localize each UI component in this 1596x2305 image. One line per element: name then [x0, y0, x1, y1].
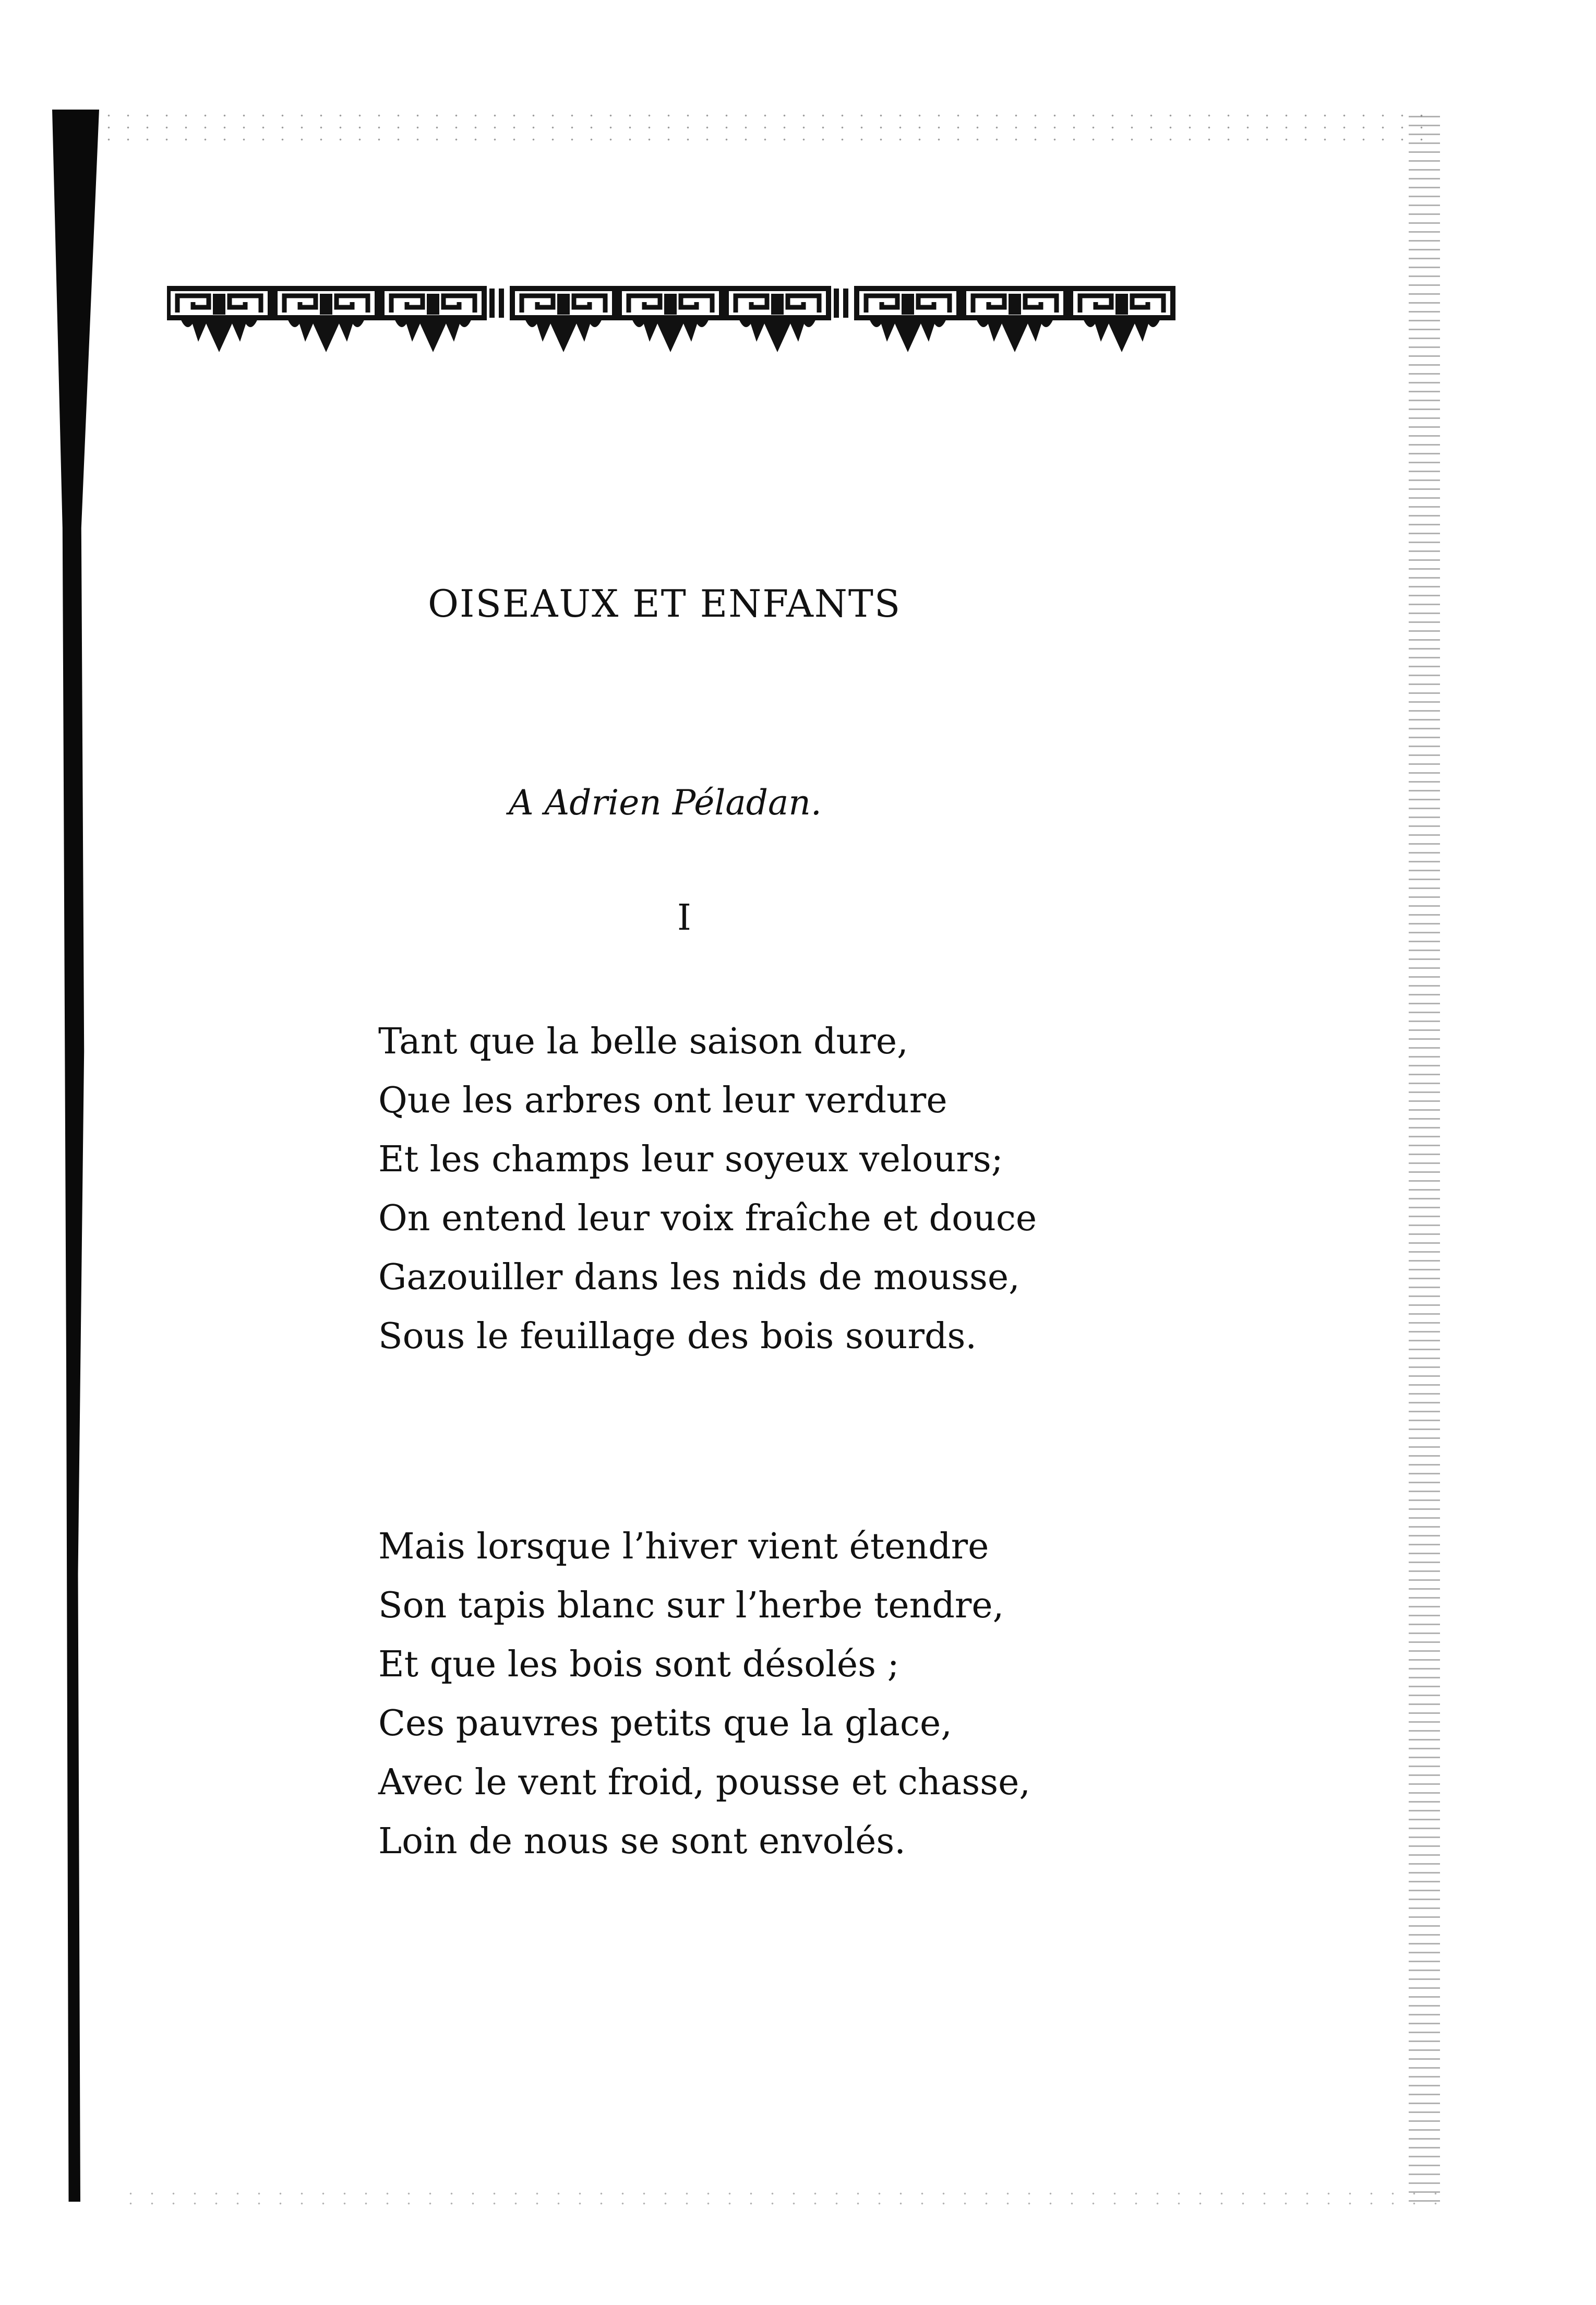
verse-line: Mais lorsque l’hiver vient étendre: [378, 1526, 989, 1567]
stanza-2: [378, 1517, 1161, 1871]
verse-line: Ces pauvres petits que la glace,: [378, 1703, 952, 1744]
header-ornament-icon: [167, 284, 1226, 357]
bottom-edge-speckle: [120, 2189, 1445, 2210]
poem-title: OISEAUX ET ENFANTS: [428, 582, 902, 626]
section-number: I: [677, 897, 691, 939]
verse-line: Et que les bois sont désolés ;: [378, 1644, 899, 1685]
verse-line: Avec le vent froid, pousse et chasse,: [378, 1762, 1030, 1803]
verse-line: On entend leur voix fraîche et douce: [378, 1198, 1037, 1239]
book-spine-shadow: [52, 110, 99, 2202]
dedication: A Adrien Péladan.: [509, 783, 822, 823]
verse-line: Que les arbres ont leur verdure: [378, 1080, 947, 1121]
right-edge-speckle: [1409, 115, 1440, 2202]
verse-line: Et les champs leur soyeux velours;: [378, 1139, 1003, 1180]
verse-line: Loin de nous se sont envolés.: [378, 1821, 906, 1862]
verse-line: Sous le feuillage des bois sourds.: [378, 1316, 977, 1357]
verse-line: Son tapis blanc sur l’herbe tendre,: [378, 1585, 1004, 1626]
verse-line: Gazouiller dans les nids de mousse,: [378, 1257, 1020, 1298]
verse-line: Tant que la belle saison dure,: [378, 1021, 908, 1062]
top-edge-speckle: [99, 110, 1435, 146]
stanza-1: [378, 1012, 1161, 1366]
